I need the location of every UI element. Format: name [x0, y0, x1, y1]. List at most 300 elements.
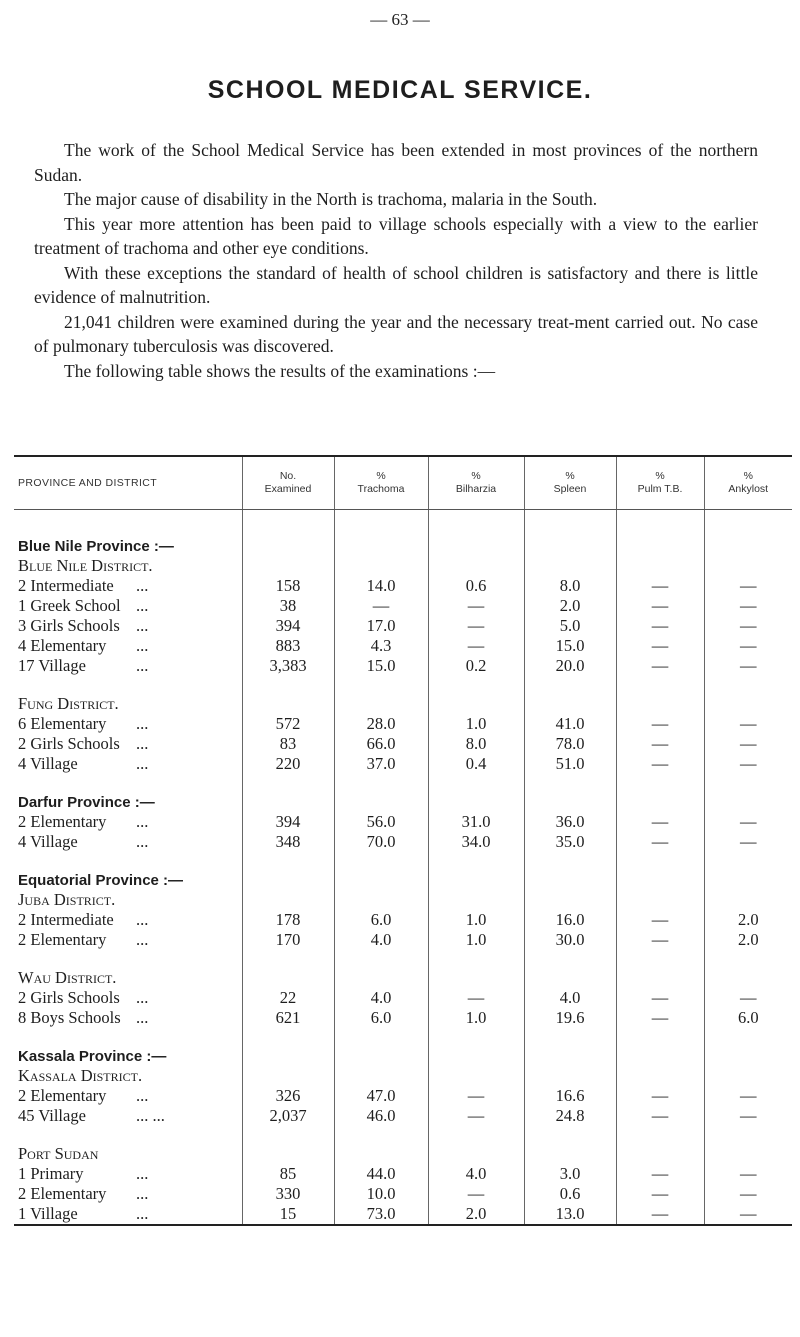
- spleen-cell: [524, 890, 616, 910]
- school-group-cell: [14, 576, 242, 596]
- ankylost-cell: —: [704, 1164, 792, 1184]
- examined-cell: [242, 1126, 334, 1144]
- bilharzia-cell: [428, 1028, 524, 1046]
- examined-cell: 178: [242, 910, 334, 930]
- leader-dots: ...: [136, 832, 149, 851]
- school-group-label: 17 Village: [18, 656, 86, 675]
- table-body: [14, 510, 792, 1226]
- table-row: [14, 734, 792, 754]
- examined-cell: 2,037: [242, 1106, 334, 1126]
- province-heading-row: [14, 536, 792, 556]
- bilharzia-cell: 31.0: [428, 812, 524, 832]
- table-row: [14, 1106, 792, 1126]
- examined-cell: 85: [242, 1164, 334, 1184]
- table-spacer-row: [14, 676, 792, 694]
- pulm-tb-cell: —: [616, 754, 704, 774]
- spleen-cell: 30.0: [524, 930, 616, 950]
- pulm-tb-cell: [616, 870, 704, 890]
- school-group-cell: [14, 616, 242, 636]
- ankylost-cell: [704, 1028, 792, 1046]
- trachoma-cell: 4.0: [334, 988, 428, 1008]
- intro-paragraph: This year more attention has been paid to village schools especially with a view to the earlier treatment of trachoma and other eye conditions.: [34, 213, 758, 258]
- examined-cell: [242, 870, 334, 890]
- bilharzia-cell: [428, 1046, 524, 1066]
- province-heading-row: [14, 792, 792, 812]
- trachoma-cell: [334, 950, 428, 968]
- ankylost-cell: [704, 694, 792, 714]
- leader-dots: ...: [136, 576, 149, 595]
- trachoma-cell: 6.0: [334, 910, 428, 930]
- examined-cell: 572: [242, 714, 334, 734]
- leader-dots: ... ...: [136, 1106, 165, 1125]
- province-heading-row: [14, 870, 792, 890]
- leader-dots: ...: [136, 910, 149, 929]
- trachoma-cell: 4.0: [334, 930, 428, 950]
- district-heading-row: [14, 556, 792, 576]
- pulm-tb-cell: [616, 1144, 704, 1164]
- table-row: [14, 576, 792, 596]
- trachoma-cell: [334, 536, 428, 556]
- page-title: SCHOOL MEDICAL SERVICE.: [207, 76, 593, 104]
- school-group-label: 2 Girls Schools: [18, 734, 120, 753]
- school-group-cell: [14, 832, 242, 852]
- ankylost-cell: [704, 556, 792, 576]
- trachoma-cell: [334, 1126, 428, 1144]
- trachoma-cell: [334, 1066, 428, 1086]
- trachoma-cell: 37.0: [334, 754, 428, 774]
- pulm-tb-cell: [616, 1126, 704, 1144]
- ankylost-cell: [704, 774, 792, 792]
- examined-cell: [242, 950, 334, 968]
- school-group-cell: [14, 754, 242, 774]
- ankylost-cell: —: [704, 988, 792, 1008]
- school-group-cell: [14, 714, 242, 734]
- school-group-cell: [14, 1164, 242, 1184]
- ankylost-cell: [704, 1046, 792, 1066]
- pulm-tb-cell: —: [616, 910, 704, 930]
- school-group-label: 2 Girls Schools: [18, 988, 120, 1007]
- school-group-label: 4 Village: [18, 832, 78, 851]
- trachoma-cell: 70.0: [334, 832, 428, 852]
- district-name: Port Sudan: [18, 1144, 99, 1163]
- trachoma-cell: —: [334, 596, 428, 616]
- trachoma-cell: 56.0: [334, 812, 428, 832]
- pulm-tb-cell: [616, 694, 704, 714]
- leader-dots: ...: [136, 930, 149, 949]
- page-number: — 63 —: [370, 10, 430, 29]
- spleen-cell: 16.6: [524, 1086, 616, 1106]
- district-name: Blue Nile District.: [18, 556, 153, 575]
- spleen-cell: [524, 852, 616, 870]
- pulm-tb-cell: [616, 968, 704, 988]
- spleen-cell: 13.0: [524, 1204, 616, 1225]
- school-group-label: 2 Elementary: [18, 1184, 107, 1203]
- bilharzia-cell: [428, 968, 524, 988]
- table-spacer-row: [14, 1126, 792, 1144]
- intro-text: [34, 138, 758, 383]
- trachoma-cell: 47.0: [334, 1086, 428, 1106]
- spleen-cell: 0.6: [524, 1184, 616, 1204]
- intro-paragraph: With these exceptions the standard of health of school children is satisfactory and there is little evidence of malnutrition.: [34, 262, 758, 307]
- province-name: Kassala Province :—: [18, 1047, 167, 1065]
- school-group-label: 2 Intermediate: [18, 576, 114, 595]
- bilharzia-cell: [428, 694, 524, 714]
- trachoma-cell: 73.0: [334, 1204, 428, 1225]
- examined-cell: 394: [242, 616, 334, 636]
- district-name: Fung District.: [18, 694, 119, 713]
- spleen-cell: [524, 968, 616, 988]
- table-spacer-row: [14, 510, 792, 537]
- trachoma-cell: [334, 1046, 428, 1066]
- school-group-cell: [14, 910, 242, 930]
- trachoma-cell: [334, 774, 428, 792]
- school-group-cell: [14, 1106, 242, 1126]
- examined-cell: [242, 1028, 334, 1046]
- pulm-tb-cell: —: [616, 1164, 704, 1184]
- pulm-tb-cell: [616, 676, 704, 694]
- table-row: [14, 714, 792, 734]
- spleen-cell: [524, 556, 616, 576]
- table-row: [14, 812, 792, 832]
- ankylost-cell: —: [704, 714, 792, 734]
- trachoma-cell: 10.0: [334, 1184, 428, 1204]
- school-group-cell: [14, 812, 242, 832]
- province-name: Darfur Province :—: [18, 793, 155, 811]
- ankylost-cell: 6.0: [704, 1008, 792, 1028]
- ankylost-cell: —: [704, 596, 792, 616]
- examined-cell: [242, 1066, 334, 1086]
- pulm-tb-cell: —: [616, 576, 704, 596]
- examination-results-table: [14, 455, 792, 1226]
- pulm-tb-cell: —: [616, 616, 704, 636]
- spleen-cell: 3.0: [524, 1164, 616, 1184]
- leader-dots: ...: [136, 714, 149, 733]
- table-spacer-row: [14, 950, 792, 968]
- pulm-tb-cell: —: [616, 1184, 704, 1204]
- bilharzia-cell: [428, 556, 524, 576]
- ankylost-cell: —: [704, 576, 792, 596]
- examined-cell: 883: [242, 636, 334, 656]
- trachoma-cell: [334, 676, 428, 694]
- spleen-cell: [524, 792, 616, 812]
- school-group-cell: [14, 636, 242, 656]
- pulm-tb-cell: —: [616, 714, 704, 734]
- ankylost-cell: —: [704, 616, 792, 636]
- trachoma-cell: 28.0: [334, 714, 428, 734]
- trachoma-cell: [334, 792, 428, 812]
- examined-cell: 326: [242, 1086, 334, 1106]
- leader-dots: ...: [136, 1184, 149, 1203]
- trachoma-cell: 6.0: [334, 1008, 428, 1028]
- bilharzia-cell: —: [428, 988, 524, 1008]
- spleen-cell: 51.0: [524, 754, 616, 774]
- spleen-cell: [524, 1046, 616, 1066]
- bilharzia-cell: [428, 774, 524, 792]
- leader-dots: ...: [136, 656, 149, 675]
- trachoma-cell: [334, 1144, 428, 1164]
- ankylost-cell: —: [704, 1184, 792, 1204]
- school-group-cell: [14, 1204, 242, 1225]
- intro-paragraph: 21,041 children were examined during the year and the necessary treat-ment carried out. No case of pulmonary tuberculosis was discovered.: [34, 311, 758, 356]
- trachoma-cell: 14.0: [334, 576, 428, 596]
- school-group-label: 8 Boys Schools: [18, 1008, 121, 1027]
- bilharzia-cell: 1.0: [428, 930, 524, 950]
- pulm-tb-cell: [616, 536, 704, 556]
- spleen-cell: 4.0: [524, 988, 616, 1008]
- header-spleen: % Spleen: [524, 456, 616, 510]
- school-group-label: 1 Greek School: [18, 596, 121, 615]
- intro-paragraph: The major cause of disability in the North is trachoma, malaria in the South.: [64, 189, 598, 209]
- table-row: [14, 656, 792, 676]
- ankylost-cell: 2.0: [704, 930, 792, 950]
- leader-dots: ...: [136, 812, 149, 831]
- school-group-cell: [14, 1008, 242, 1028]
- ankylost-cell: —: [704, 734, 792, 754]
- examined-cell: 158: [242, 576, 334, 596]
- ankylost-cell: 2.0: [704, 910, 792, 930]
- school-group-cell: [14, 988, 242, 1008]
- leader-dots: ...: [136, 1008, 149, 1027]
- table-header-row: [14, 456, 792, 510]
- bilharzia-cell: —: [428, 596, 524, 616]
- header-bilharzia: % Bilharzia: [428, 456, 524, 510]
- trachoma-cell: [334, 694, 428, 714]
- spleen-cell: [524, 1028, 616, 1046]
- spleen-cell: [524, 676, 616, 694]
- table-row: [14, 910, 792, 930]
- bilharzia-cell: 0.2: [428, 656, 524, 676]
- table-row: [14, 616, 792, 636]
- trachoma-cell: [334, 870, 428, 890]
- pulm-tb-cell: [616, 1046, 704, 1066]
- examined-cell: 22: [242, 988, 334, 1008]
- header-pulm-tb: % Pulm T.B.: [616, 456, 704, 510]
- examined-cell: [242, 792, 334, 812]
- spleen-cell: [524, 1126, 616, 1144]
- spleen-cell: 41.0: [524, 714, 616, 734]
- ankylost-cell: [704, 890, 792, 910]
- school-group-cell: [14, 930, 242, 950]
- spleen-cell: [524, 774, 616, 792]
- district-heading-row: [14, 1066, 792, 1086]
- pulm-tb-cell: —: [616, 1204, 704, 1225]
- pulm-tb-cell: [616, 774, 704, 792]
- table-row: [14, 988, 792, 1008]
- leader-dots: ...: [136, 1164, 149, 1183]
- examined-cell: 15: [242, 1204, 334, 1225]
- pulm-tb-cell: [616, 792, 704, 812]
- ankylost-cell: —: [704, 1086, 792, 1106]
- trachoma-cell: [334, 1028, 428, 1046]
- spleen-cell: 2.0: [524, 596, 616, 616]
- pulm-tb-cell: [616, 556, 704, 576]
- pulm-tb-cell: [616, 1066, 704, 1086]
- district-heading-row: [14, 968, 792, 988]
- bilharzia-cell: —: [428, 1184, 524, 1204]
- table-row: [14, 1086, 792, 1106]
- bilharzia-cell: [428, 1066, 524, 1086]
- examined-cell: [242, 536, 334, 556]
- examined-cell: [242, 774, 334, 792]
- trachoma-cell: 46.0: [334, 1106, 428, 1126]
- examined-cell: [242, 890, 334, 910]
- leader-dots: ...: [136, 616, 149, 635]
- district-name: Wau District.: [18, 968, 117, 987]
- district-heading-row: [14, 890, 792, 910]
- bilharzia-cell: [428, 890, 524, 910]
- examined-cell: 220: [242, 754, 334, 774]
- table-row: [14, 930, 792, 950]
- school-group-label: 2 Elementary: [18, 812, 107, 831]
- ankylost-cell: [704, 1126, 792, 1144]
- pulm-tb-cell: —: [616, 1106, 704, 1126]
- ankylost-cell: [704, 1144, 792, 1164]
- pulm-tb-cell: —: [616, 656, 704, 676]
- ankylost-cell: —: [704, 1204, 792, 1225]
- table-spacer-row: [14, 852, 792, 870]
- spleen-cell: 24.8: [524, 1106, 616, 1126]
- ankylost-cell: —: [704, 636, 792, 656]
- school-group-label: 4 Elementary: [18, 636, 107, 655]
- trachoma-cell: 66.0: [334, 734, 428, 754]
- trachoma-cell: 4.3: [334, 636, 428, 656]
- ankylost-cell: [704, 792, 792, 812]
- bilharzia-cell: 8.0: [428, 734, 524, 754]
- school-group-label: 4 Village: [18, 754, 78, 773]
- examined-cell: 348: [242, 832, 334, 852]
- trachoma-cell: [334, 556, 428, 576]
- spleen-cell: [524, 950, 616, 968]
- examined-cell: [242, 676, 334, 694]
- pulm-tb-cell: [616, 950, 704, 968]
- examined-cell: [242, 556, 334, 576]
- bilharzia-cell: [428, 870, 524, 890]
- spleen-cell: 15.0: [524, 636, 616, 656]
- bilharzia-cell: —: [428, 1086, 524, 1106]
- school-group-label: 3 Girls Schools: [18, 616, 120, 635]
- leader-dots: ...: [136, 988, 149, 1007]
- pulm-tb-cell: —: [616, 1008, 704, 1028]
- bilharzia-cell: [428, 1126, 524, 1144]
- spleen-cell: 5.0: [524, 616, 616, 636]
- examined-cell: 394: [242, 812, 334, 832]
- table-row: [14, 1184, 792, 1204]
- ankylost-cell: —: [704, 832, 792, 852]
- bilharzia-cell: 4.0: [428, 1164, 524, 1184]
- leader-dots: ...: [136, 734, 149, 753]
- spleen-cell: [524, 694, 616, 714]
- table-row: [14, 596, 792, 616]
- pulm-tb-cell: [616, 890, 704, 910]
- district-name: Juba District.: [18, 890, 116, 909]
- ankylost-cell: —: [704, 812, 792, 832]
- spleen-cell: [524, 1066, 616, 1086]
- spleen-cell: 36.0: [524, 812, 616, 832]
- examined-cell: 83: [242, 734, 334, 754]
- spleen-cell: [524, 870, 616, 890]
- leader-dots: ...: [136, 1086, 149, 1105]
- leader-dots: ...: [136, 596, 149, 615]
- table-row: [14, 754, 792, 774]
- pulm-tb-cell: —: [616, 832, 704, 852]
- table-row: [14, 1164, 792, 1184]
- pulm-tb-cell: —: [616, 1086, 704, 1106]
- pulm-tb-cell: —: [616, 988, 704, 1008]
- leader-dots: ...: [136, 754, 149, 773]
- examined-cell: 170: [242, 930, 334, 950]
- spleen-cell: [524, 536, 616, 556]
- bilharzia-cell: 34.0: [428, 832, 524, 852]
- bilharzia-cell: —: [428, 616, 524, 636]
- table-spacer-row: [14, 1028, 792, 1046]
- school-group-label: 1 Primary: [18, 1164, 84, 1183]
- province-name: Equatorial Province :—: [18, 871, 184, 889]
- district-heading-row: [14, 694, 792, 714]
- ankylost-cell: [704, 1066, 792, 1086]
- school-group-cell: [14, 596, 242, 616]
- examined-cell: 330: [242, 1184, 334, 1204]
- ankylost-cell: [704, 950, 792, 968]
- bilharzia-cell: —: [428, 636, 524, 656]
- header-ankylost: % Ankylost: [704, 456, 792, 510]
- bilharzia-cell: 1.0: [428, 714, 524, 734]
- intro-paragraph: The work of the School Medical Service has been extended in most provinces of the northern Sudan.: [34, 140, 758, 185]
- intro-paragraph: The following table shows the results of the examinations :—: [64, 360, 496, 381]
- school-group-cell: [14, 1184, 242, 1204]
- spleen-cell: 20.0: [524, 656, 616, 676]
- spleen-cell: 16.0: [524, 910, 616, 930]
- school-group-cell: [14, 734, 242, 754]
- ankylost-cell: —: [704, 1106, 792, 1126]
- province-name: Blue Nile Province :—: [18, 537, 174, 555]
- examined-cell: 621: [242, 1008, 334, 1028]
- bilharzia-cell: —: [428, 1106, 524, 1126]
- bilharzia-cell: 1.0: [428, 1008, 524, 1028]
- ankylost-cell: [704, 870, 792, 890]
- bilharzia-cell: [428, 792, 524, 812]
- examined-cell: [242, 968, 334, 988]
- school-group-label: 1 Village: [18, 1204, 78, 1223]
- table-row: [14, 1204, 792, 1225]
- trachoma-cell: 17.0: [334, 616, 428, 636]
- pulm-tb-cell: —: [616, 636, 704, 656]
- ankylost-cell: [704, 676, 792, 694]
- ankylost-cell: [704, 852, 792, 870]
- examined-cell: [242, 852, 334, 870]
- spleen-cell: 8.0: [524, 576, 616, 596]
- trachoma-cell: 44.0: [334, 1164, 428, 1184]
- district-name: Kassala District.: [18, 1066, 143, 1085]
- bilharzia-cell: [428, 1144, 524, 1164]
- ankylost-cell: —: [704, 656, 792, 676]
- bilharzia-cell: 2.0: [428, 1204, 524, 1225]
- spleen-cell: [524, 1144, 616, 1164]
- bilharzia-cell: 0.6: [428, 576, 524, 596]
- pulm-tb-cell: [616, 1028, 704, 1046]
- examined-cell: [242, 1046, 334, 1066]
- table-row: [14, 636, 792, 656]
- table-spacer-row: [14, 774, 792, 792]
- bilharzia-cell: [428, 536, 524, 556]
- examined-cell: [242, 694, 334, 714]
- header-province: PROVINCE AND DISTRICT: [14, 456, 242, 510]
- school-group-label: 2 Elementary: [18, 1086, 107, 1105]
- trachoma-cell: [334, 852, 428, 870]
- pulm-tb-cell: —: [616, 734, 704, 754]
- school-group-label: 2 Intermediate: [18, 910, 114, 929]
- ankylost-cell: [704, 536, 792, 556]
- header-trachoma: % Trachoma: [334, 456, 428, 510]
